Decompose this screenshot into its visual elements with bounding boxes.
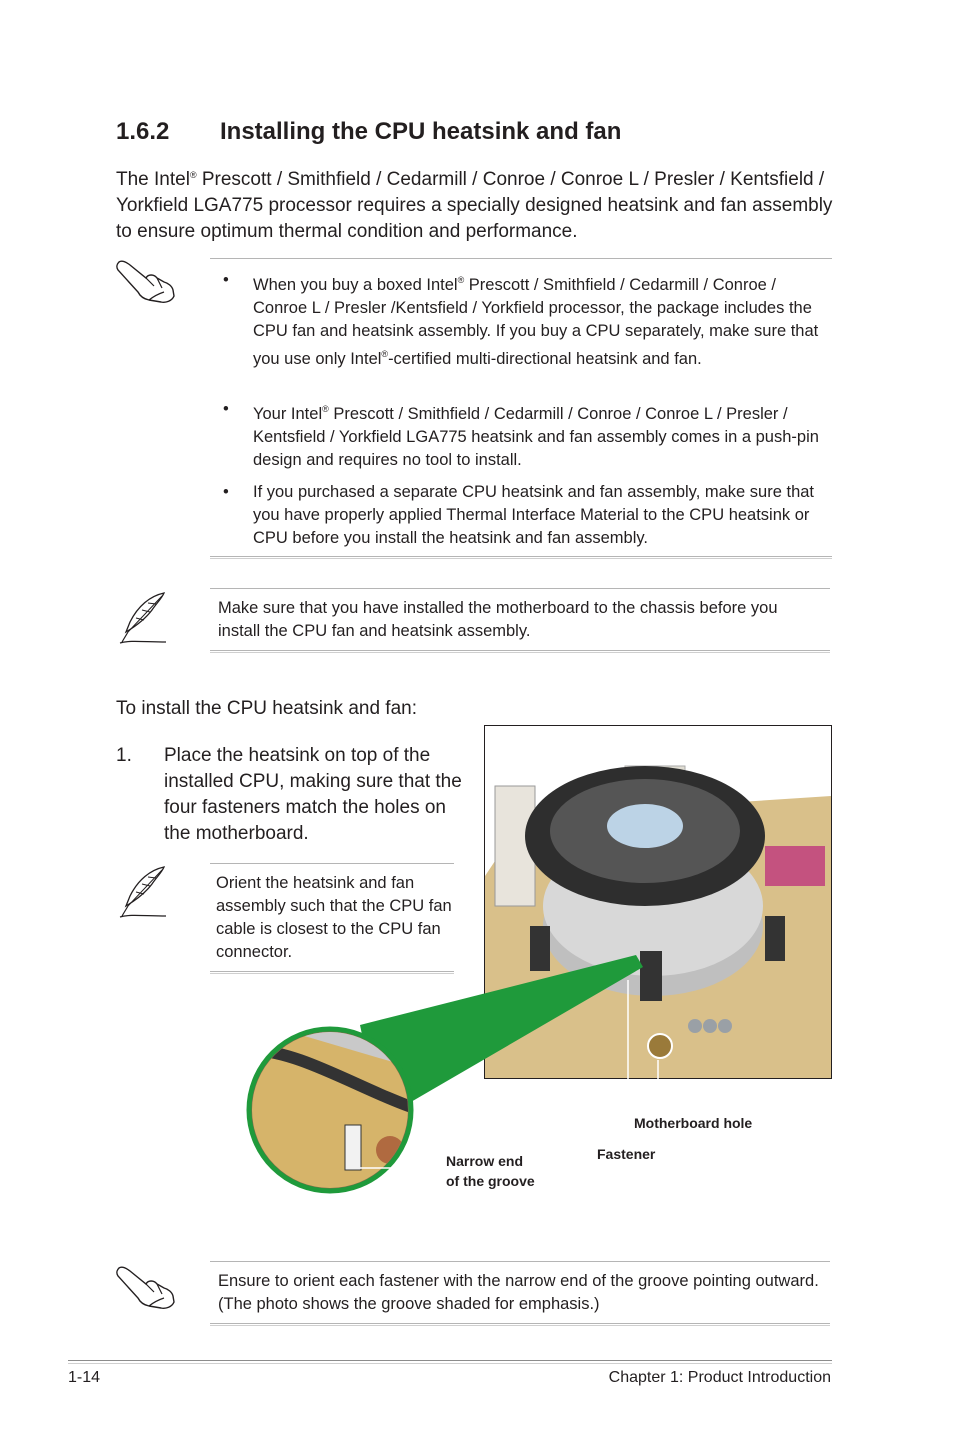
label-fastener: Fastener: [597, 1146, 656, 1162]
item-text: Your Intel: [253, 405, 323, 423]
quill-pen-icon: [116, 864, 172, 920]
registered-mark: ®: [189, 170, 197, 180]
steps-intro: To install the CPU heatsink and fan:: [116, 698, 418, 719]
registered-mark: ®: [457, 275, 465, 285]
registered-mark: ®: [322, 404, 329, 414]
note-text: Make sure that you have installed the motherboard to the chassis before you install the CPU fan and heatsink assembly.: [218, 599, 778, 640]
item-text: Prescott / Smithfield / Cedarmill / Conroe / Conroe L / Presler / Kentsfield / Yorkfield LGA775 heatsink and fan assembly comes in a push-pin design and requires no tool to install.: [253, 405, 819, 469]
quill-pen-icon: [116, 590, 172, 646]
list-item: [223, 481, 833, 550]
footer-rule: [68, 1360, 832, 1361]
intro-paragraph: [116, 162, 836, 245]
item-text: -certified multi-directional heatsink and fan.: [388, 350, 702, 368]
footer-rule: [68, 1363, 832, 1364]
pointing-hand-icon: [116, 1262, 178, 1312]
chapter-title: Chapter 1: Product Introduction: [608, 1369, 831, 1386]
item-text: Prescott / Smithfield / Cedarmill / Conroe / Conroe L / Presler /Kentsfield / Yorkfield processor, the package includes the CPU fan and heatsink assembly. If you buy a CPU separately, make sure that you use only Intel: [253, 276, 819, 368]
bullet: •: [223, 400, 229, 418]
bullet: •: [223, 483, 229, 501]
label-line: Narrow end: [446, 1153, 524, 1169]
list-item: [223, 398, 833, 472]
note-box: [210, 588, 830, 651]
note-text: Orient the heatsink and fan assembly such that the CPU fan cable is closest to the CPU fan connector.: [216, 874, 452, 961]
item-text: If you purchased a separate CPU heatsink and fan assembly, make sure that you have properly applied Thermal Interface Material to the CPU heatsink or CPU before you install the heatsink and fan assembly.: [253, 483, 814, 547]
pointing-hand-icon: [116, 256, 178, 306]
step-number: 1.: [116, 745, 132, 766]
section-number: 1.6.2: [116, 118, 170, 145]
intro-text-rest: Prescott / Smithfield / Cedarmill / Conroe / Conroe L / Presler / Kentsfield / Yorkfield LGA775 processor requires a specially designed heatsink and fan assembly to ensure optimum thermal condition and performance.: [116, 169, 833, 242]
list-item: [223, 269, 833, 371]
step-text: Place the heatsink on top of the installed CPU, making sure that the four fasteners match the holes on the motherboard.: [164, 745, 462, 844]
item-text: When you buy a boxed Intel: [253, 276, 458, 294]
label-line: of the groove: [446, 1173, 535, 1189]
note-text: Ensure to orient each fastener with the narrow end of the groove pointing outward. (The photo shows the groove shaded for emphasis.): [218, 1272, 819, 1313]
note-box: [210, 1261, 830, 1324]
important-note-box: [210, 258, 832, 557]
registered-mark: ®: [381, 349, 389, 359]
label-motherboard-hole: Motherboard hole: [634, 1115, 753, 1131]
section-title: Installing the CPU heatsink and fan: [220, 118, 622, 145]
bullet: •: [223, 271, 229, 289]
page-number: 1-14: [68, 1369, 101, 1386]
section-heading: [116, 118, 621, 146]
step-1: [116, 743, 466, 853]
label-narrow-end: [446, 1151, 535, 1191]
intro-text-start: The Intel: [116, 169, 190, 190]
